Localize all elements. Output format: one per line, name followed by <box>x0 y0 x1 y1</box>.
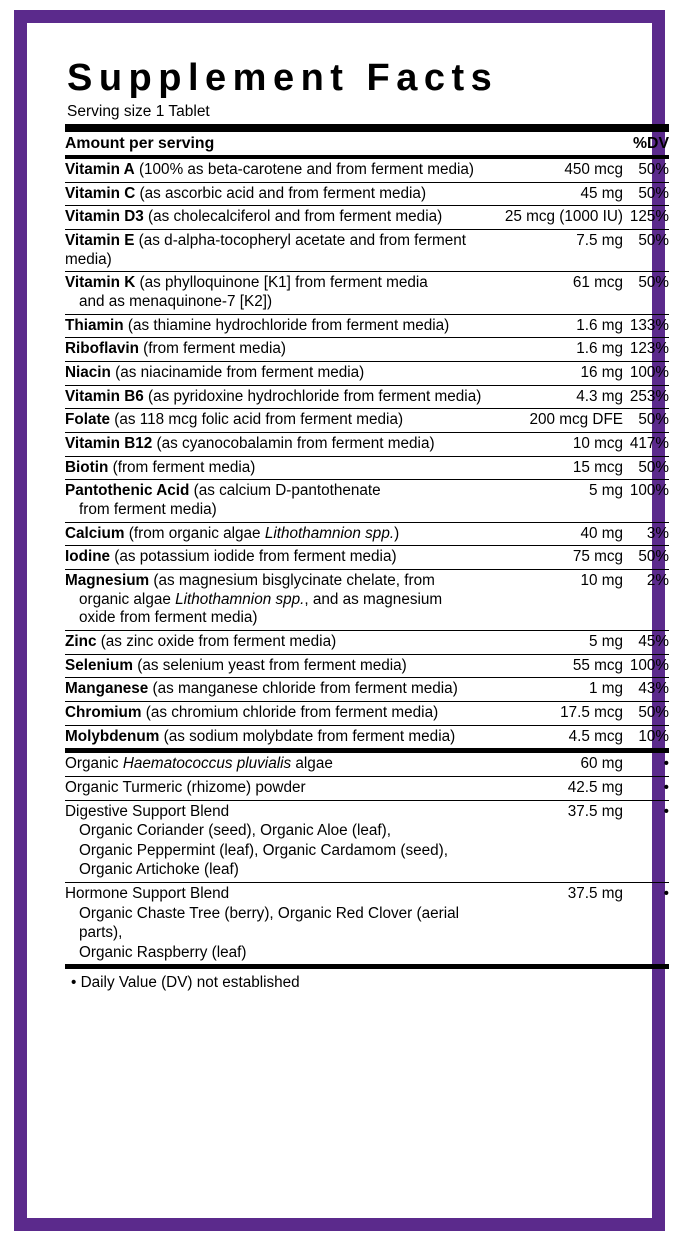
dv-cell: 100% <box>623 480 669 522</box>
nutrient-name-cell: Pantothenic Acid (as calcium D-pantothenate from ferment media) <box>65 480 505 522</box>
amount-cell: 45 mg <box>505 182 623 206</box>
amount-cell: 40 mg <box>505 522 623 546</box>
nutrient-name-cell: Riboflavin (from ferment media) <box>65 338 505 362</box>
nutrient-name-cell: Molybdenum (as sodium molybdate from ferment media) <box>65 725 505 749</box>
dv-cell: 2% <box>623 569 669 630</box>
page-title: Supplement Facts <box>67 57 499 99</box>
table-row <box>65 314 669 338</box>
dv-cell: • <box>623 776 669 800</box>
nutrient-rows <box>65 159 669 749</box>
table-row <box>65 362 669 386</box>
dv-cell: • <box>623 800 669 882</box>
table-row <box>65 159 669 182</box>
amount-cell: 42.5 mg <box>505 776 623 800</box>
ingredient-name-cell: Organic Turmeric (rhizome) powder <box>65 776 505 800</box>
table-row <box>65 385 669 409</box>
dv-cell: 50% <box>623 182 669 206</box>
purple-border-frame <box>14 10 669 1231</box>
amount-cell: 10 mcg <box>505 433 623 457</box>
amount-cell: 17.5 mcg <box>505 701 623 725</box>
nutrient-name-cell: Magnesium (as magnesium bisglycinate chelate, from organic algae Lithothamnion spp., and as magnesium oxide from ferment media) <box>65 569 505 630</box>
dv-cell: 50% <box>623 456 669 480</box>
footnote: • Daily Value (DV) not established <box>71 974 300 992</box>
dv-cell: 50% <box>623 701 669 725</box>
table-row <box>65 409 669 433</box>
amount-cell: 5 mg <box>505 480 623 522</box>
table-row <box>65 882 669 964</box>
table-row <box>65 230 669 272</box>
table-row <box>65 206 669 230</box>
dv-cell: 133% <box>623 314 669 338</box>
divider-top <box>65 124 669 132</box>
amount-cell: 25 mcg (1000 IU) <box>505 206 623 230</box>
amount-per-serving-header: Amount per serving <box>65 134 215 152</box>
table-body <box>65 132 669 159</box>
amount-cell: 37.5 mg <box>505 882 623 964</box>
amount-cell: 1 mg <box>505 678 623 702</box>
table-row <box>65 800 669 882</box>
nutrient-name-cell: Zinc (as zinc oxide from ferment media) <box>65 630 505 654</box>
amount-cell: 4.5 mcg <box>505 725 623 749</box>
dv-cell: 100% <box>623 362 669 386</box>
supplement-facts-table <box>65 132 669 965</box>
amount-cell: 450 mcg <box>505 159 623 182</box>
table-row <box>65 272 669 314</box>
nutrient-name-cell: Vitamin B6 (as pyridoxine hydrochloride from ferment media) <box>65 385 505 409</box>
dv-cell: 100% <box>623 654 669 678</box>
amount-cell: 10 mg <box>505 569 623 630</box>
nutrient-name-cell: Thiamin (as thiamine hydrochloride from ferment media) <box>65 314 505 338</box>
nutrient-name-cell: Iodine (as potassium iodide from ferment media) <box>65 546 505 570</box>
nutrient-name-cell: Vitamin B12 (as cyanocobalamin from ferment media) <box>65 433 505 457</box>
amount-cell: 75 mcg <box>505 546 623 570</box>
table-row <box>65 546 669 570</box>
dv-cell: 50% <box>623 230 669 272</box>
dv-cell: 50% <box>623 409 669 433</box>
nutrient-name-cell: Folate (as 118 mcg folic acid from ferment media) <box>65 409 505 433</box>
amount-cell: 37.5 mg <box>505 800 623 882</box>
table-row <box>65 456 669 480</box>
ingredient-name-cell: Hormone Support Blend Organic Chaste Tree (berry), Organic Red Clover (aerial parts), Organic Raspberry (leaf) <box>65 882 505 964</box>
dv-cell: 123% <box>623 338 669 362</box>
table-row <box>65 701 669 725</box>
dv-cell: • <box>623 882 669 964</box>
amount-cell: 4.3 mg <box>505 385 623 409</box>
nutrient-name-cell: Vitamin C (as ascorbic acid and from ferment media) <box>65 182 505 206</box>
table-row <box>65 433 669 457</box>
dv-cell: 417% <box>623 433 669 457</box>
nutrient-name-cell: Biotin (from ferment media) <box>65 456 505 480</box>
dv-cell: 253% <box>623 385 669 409</box>
dv-cell: 50% <box>623 546 669 570</box>
nutrient-name-cell: Selenium (as selenium yeast from ferment media) <box>65 654 505 678</box>
ingredient-name-cell: Digestive Support Blend Organic Coriander (seed), Organic Aloe (leaf), Organic Peppermint (leaf), Organic Cardamom (seed), Organic Artichoke (leaf) <box>65 800 505 882</box>
table-header-row <box>65 132 669 155</box>
nutrient-name-cell: Vitamin D3 (as cholecalciferol and from ferment media) <box>65 206 505 230</box>
nutrient-name-cell: Vitamin E (as d-alpha-tocopheryl acetate and from ferment media) <box>65 230 505 272</box>
dv-cell: • <box>623 753 669 776</box>
blend-rows <box>65 753 669 965</box>
dv-cell: 125% <box>623 206 669 230</box>
amount-cell: 5 mg <box>505 630 623 654</box>
spacer-cell <box>505 132 623 155</box>
ingredient-name-cell: Organic Haematococcus pluvialis algae <box>65 753 505 776</box>
table-row <box>65 776 669 800</box>
table-row <box>65 630 669 654</box>
dv-header: %DV <box>633 134 669 152</box>
amount-cell: 60 mg <box>505 753 623 776</box>
amount-cell: 55 mcg <box>505 654 623 678</box>
table-row <box>65 753 669 776</box>
table-row <box>65 338 669 362</box>
amount-cell: 7.5 mg <box>505 230 623 272</box>
dv-cell: 10% <box>623 725 669 749</box>
dv-cell: 3% <box>623 522 669 546</box>
nutrient-name-cell: Calcium (from organic algae Lithothamnion spp.) <box>65 522 505 546</box>
dv-cell: 45% <box>623 630 669 654</box>
table-row <box>65 182 669 206</box>
nutrient-name-cell: Niacin (as niacinamide from ferment media) <box>65 362 505 386</box>
nutrient-name-cell: Vitamin A (100% as beta-carotene and from ferment media) <box>65 159 505 182</box>
table-row <box>65 678 669 702</box>
amount-cell: 16 mg <box>505 362 623 386</box>
amount-cell: 1.6 mg <box>505 338 623 362</box>
amount-cell: 200 mcg DFE <box>505 409 623 433</box>
amount-cell: 61 mcg <box>505 272 623 314</box>
amount-cell: 15 mcg <box>505 456 623 480</box>
table-row <box>65 725 669 749</box>
table-row <box>65 569 669 630</box>
nutrient-name-cell: Chromium (as chromium chloride from ferment media) <box>65 701 505 725</box>
table-row <box>65 654 669 678</box>
dv-cell: 50% <box>623 272 669 314</box>
dv-cell: 50% <box>623 159 669 182</box>
dv-cell: 43% <box>623 678 669 702</box>
table-row <box>65 480 669 522</box>
serving-size: Serving size 1 Tablet <box>67 102 210 120</box>
table-row <box>65 522 669 546</box>
amount-cell: 1.6 mg <box>505 314 623 338</box>
nutrient-name-cell: Manganese (as manganese chloride from ferment media) <box>65 678 505 702</box>
label-content <box>65 59 669 993</box>
nutrient-name-cell: Vitamin K (as phylloquinone [K1] from ferment media and as menaquinone-7 [K2]) <box>65 272 505 314</box>
